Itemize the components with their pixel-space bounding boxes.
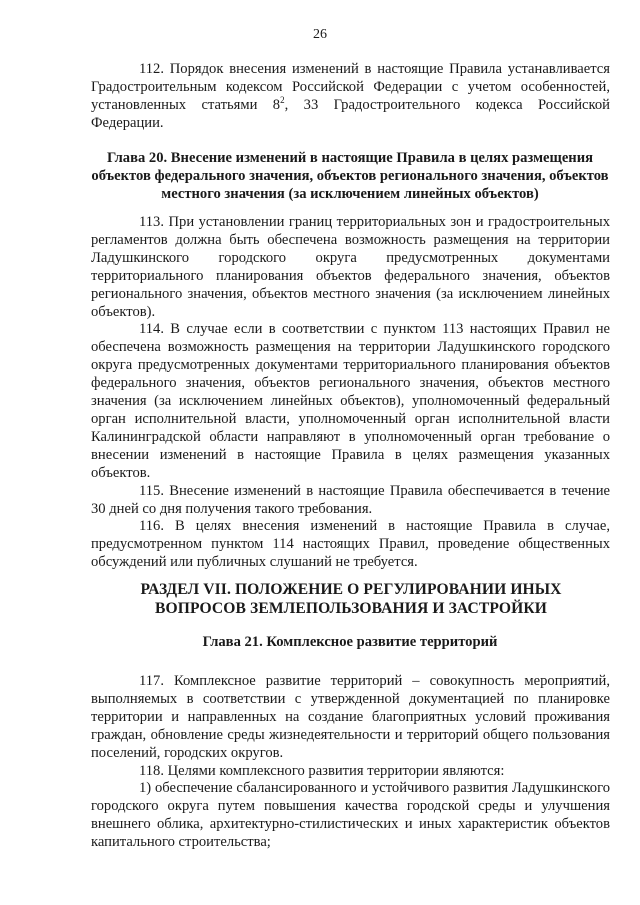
chapter-20-body — [91, 214, 610, 572]
section-7-heading: РАЗДЕЛ VII. ПОЛОЖЕНИЕ О РЕГУЛИРОВАНИИ ИНЫХ ВОПРОСОВ ЗЕМЛЕПОЛЬЗОВАНИЯ И ЗАСТРОЙКИ — [140, 581, 562, 617]
paragraph-112-text: 112. Порядок внесения изменений в настоящие Правила устанавливается Градостроительным кодексом Российской Федерации с учетом особенностей, установленных статьями 8 — [91, 61, 610, 113]
chapter-20-heading: Глава 20. Внесение изменений в настоящие Правила в целях размещения объектов федерального значения, объектов регионального значения, объектов местного значения (за исключением линейных объектов) — [91, 150, 609, 202]
paragraph-112-superscript: 2 — [280, 94, 285, 105]
chapter-21-body — [91, 673, 610, 852]
paragraph-113: 113. При установлении границ территориальных зон и градостроительных регламентов должна быть обеспечена возможность размещения на территории Ладушкинского городского округа предусмотренных документами территориального планирования объектов федерального значения, объектов регионального значения, объектов местного значения (за исключением линейных объектов). — [91, 214, 610, 320]
paragraph-114: 114. В случае если в соответствии с пунктом 113 настоящих Правил не обеспечена возможность размещения на территории Ладушкинского городского округа предусмотренных документами территориального планирования объектов федерального значения, объектов регионального значения, объектов местного значения (за исключением линейных объектов), уполномоченный федеральный орган исполнительной власти, уполномоченный орган исполнительной власти Калининградской области направляют в уполномоченный орган требование о внесении изменений в настоящие Правила в целях размещения указанных объектов. — [91, 321, 610, 481]
page-number: 26 — [313, 27, 327, 42]
paragraph-118: 118. Целями комплексного развития территории являются: — [139, 762, 505, 779]
paragraph-115: 115. Внесение изменений в настоящие Правила обеспечивается в течение 30 дней со дня получения такого требования. — [91, 482, 610, 517]
paragraph-117: 117. Комплексное развитие территорий – совокупность мероприятий, выполняемых в соответствии с утвержденной документацией по планировке территории и направленных на создание благоприятных условий проживания граждан, обновление среды жизнедеятельности и территорий общего пользования поселений, городских округов. — [91, 673, 610, 761]
list-item-1: 1) обеспечение сбалансированного и устойчивого развития Ладушкинского городского округа путем повышения качества городской среды и улучшения внешнего облика, архитектурно-стилистических и иных характеристик объектов капитального строительства; — [91, 780, 610, 851]
paragraph-112-tail: , 33 Градостроительного кодекса Российской Федерации. — [91, 96, 610, 131]
paragraph-112 — [91, 61, 610, 133]
paragraph-116: 116. В целях внесения изменений в настоящие Правила в случае, предусмотренном пунктом 114 настоящих Правил, проведение общественных обсуждений или публичных слушаний не требуется. — [91, 518, 610, 571]
chapter-21-heading: Глава 21. Комплексное развитие территорий — [202, 634, 498, 650]
